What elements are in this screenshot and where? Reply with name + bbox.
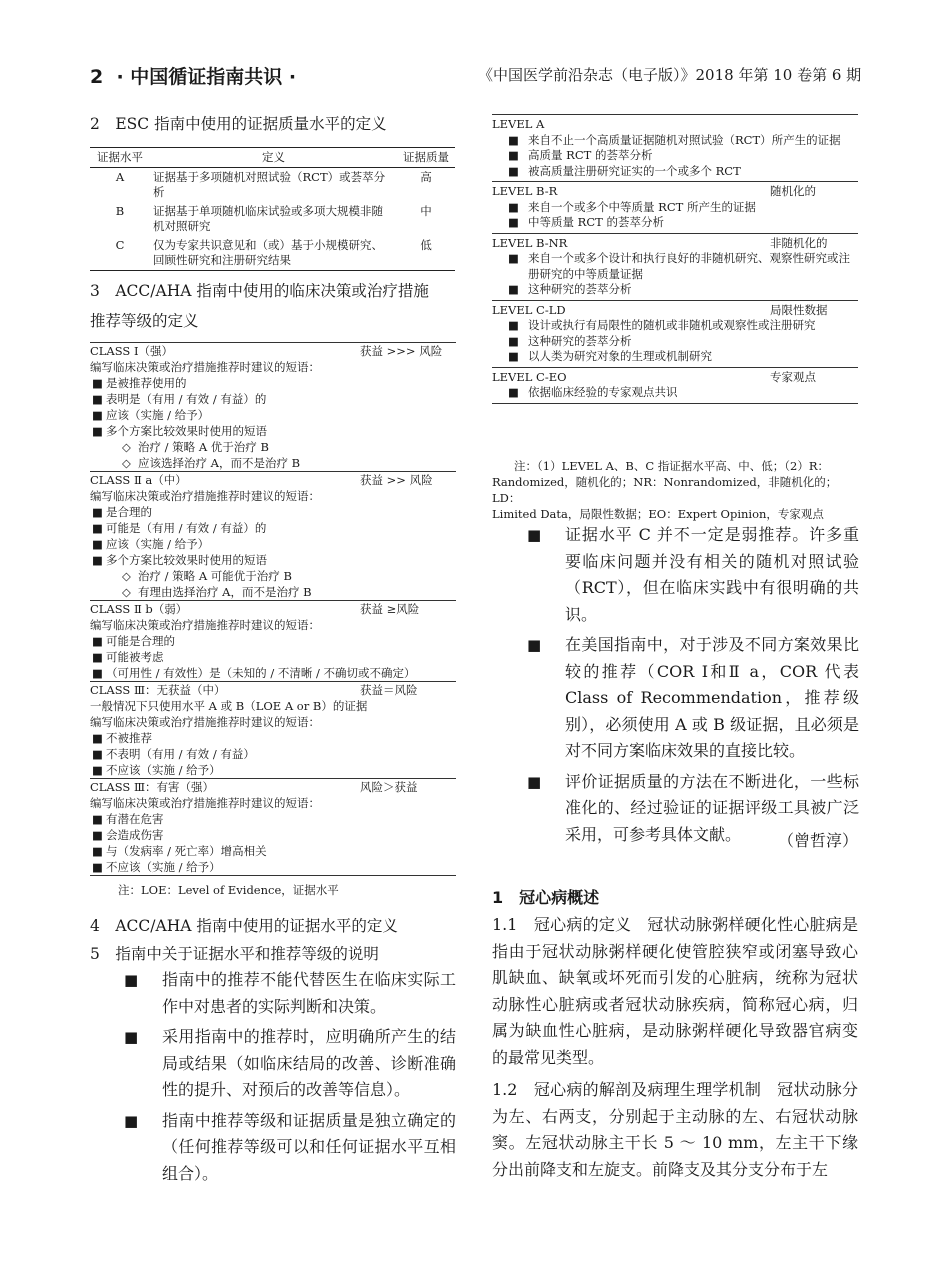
- square-bullet-icon: ■: [92, 860, 103, 874]
- levels-note-line: Limited Data，局限性数据；EO：Expert Opinion，专家观点: [492, 507, 824, 521]
- square-bullet-icon: ■: [92, 553, 103, 567]
- list-item: [90, 746, 456, 762]
- list-item-text: 有潜在危害: [106, 812, 164, 826]
- list-item: [90, 407, 456, 423]
- square-bullet-icon: ■: [92, 747, 103, 761]
- list-item-text: 不应该（实施 / 给予）: [106, 763, 221, 777]
- level-header: [492, 300, 858, 319]
- class-block: [90, 471, 456, 600]
- list-item: [90, 520, 456, 536]
- list-item: [90, 536, 456, 552]
- list-item-text: 来自一个或多个设计和执行良好的非随机研究、观察性研究或注册研究的中等质量证据: [528, 251, 850, 281]
- list-item: [90, 504, 456, 520]
- class-line: 编写临床决策或治疗措施推荐时建议的短语：: [90, 489, 320, 503]
- level-tag: 随机化的: [770, 184, 816, 198]
- table-bottom-rule: [492, 403, 858, 404]
- definition-cell: 仅为专家共识意见和（或）基于小规模研究、回顾性研究和注册研究结果: [150, 236, 397, 271]
- list-item: [90, 859, 456, 875]
- list-item-text: 应该（实施 / 给予）: [106, 537, 210, 551]
- list-item-text: 可能是（有用 / 有效 / 有益）的: [106, 521, 267, 535]
- journal-citation: 《中国医学前沿杂志（电子版）》2018 年第 10 卷第 6 期: [478, 66, 862, 84]
- class-header: [90, 681, 456, 698]
- square-bullet-icon: ■: [124, 971, 139, 989]
- square-bullet-icon: ■: [508, 163, 519, 178]
- benefit-risk-ratio: 获益＝风险: [360, 683, 418, 697]
- list-item: [492, 148, 858, 164]
- table-bottom-rule: [90, 875, 456, 876]
- list-item: [90, 730, 456, 746]
- evidence-level-cell: B: [115, 204, 125, 218]
- chapter1-para2: [492, 1077, 858, 1183]
- square-bullet-icon: ■: [92, 763, 103, 777]
- list-item: [527, 632, 859, 765]
- level-block: [492, 233, 858, 298]
- level-block: [492, 114, 858, 179]
- section4-title: 4 ACC/AHA 指南中使用的证据水平的定义: [90, 917, 398, 935]
- section2-title: 2 ESC 指南中使用的证据质量水平的定义: [90, 115, 387, 133]
- list-item-text: 有理由选择治疗 A，而不是治疗 B: [138, 585, 312, 599]
- level-tag: 局限性数据: [770, 302, 828, 317]
- list-item: [90, 827, 456, 843]
- list-item: [90, 439, 456, 455]
- evidence-level-cell: A: [115, 170, 125, 184]
- class-block: [90, 342, 456, 471]
- chapter1-title: 1 冠心病概述: [492, 888, 600, 907]
- table-row: [90, 236, 455, 271]
- list-item-text: 评价证据质量的方法在不断进化，一些标准化的、经过验证的证据评级工具被广泛采用，可参考具体文献。: [565, 771, 859, 844]
- class-block: [90, 600, 456, 681]
- list-item: [492, 385, 858, 401]
- levels-note-line: Randomized，随机化的；NR：Nonrandomized，非随机化的；LD：: [492, 475, 838, 505]
- square-bullet-icon: ■: [527, 636, 542, 654]
- list-item: [527, 522, 859, 628]
- section5-list: [124, 967, 456, 1191]
- class-name: CLASS Ⅰ（强）: [90, 344, 173, 358]
- square-bullet-icon: ■: [124, 1111, 139, 1130]
- benefit-risk-ratio: 获益 >> 风险: [360, 473, 433, 487]
- right-bullet-list: [527, 522, 859, 852]
- diamond-bullet-icon: ◇: [122, 569, 131, 583]
- list-item: [124, 1108, 456, 1188]
- class-block: [90, 681, 456, 778]
- list-item-text: 会造成伤害: [106, 828, 164, 842]
- benefit-risk-ratio: 获益 >>> 风险: [360, 344, 443, 358]
- diamond-bullet-icon: ◇: [122, 456, 131, 470]
- level-name: LEVEL B-R: [492, 184, 558, 198]
- list-item-text: 是合理的: [106, 505, 152, 519]
- list-item-text: 设计或执行有局限性的随机或非随机或观察性或注册研究: [528, 318, 816, 332]
- square-bullet-icon: ■: [92, 731, 103, 745]
- level-block: [492, 367, 858, 401]
- diamond-bullet-icon: ◇: [122, 585, 131, 599]
- square-bullet-icon: ■: [92, 376, 103, 390]
- list-item-text: 证据水平 C 并不一定是弱推荐。许多重要临床问题并没有相关的随机对照试验（RCT），但在临床实践中有很明确的共识。: [565, 525, 859, 624]
- level-tag: [770, 117, 858, 133]
- evidence-level-cell: C: [90, 236, 150, 271]
- square-bullet-icon: ■: [92, 828, 103, 842]
- square-bullet-icon: ■: [92, 537, 103, 551]
- section3-title: [90, 276, 429, 336]
- square-bullet-icon: ■: [92, 392, 103, 406]
- section3-title-line: 推荐等级的定义: [90, 312, 199, 330]
- table-header-row: [90, 148, 455, 168]
- list-item: [492, 164, 858, 180]
- list-item-text: 表明是（有用 / 有效 / 有益）的: [106, 392, 267, 406]
- list-item: [90, 455, 456, 471]
- definition-cell: 证据基于单项随机临床试验或多项大规模非随机对照研究: [153, 204, 383, 233]
- list-item: [90, 762, 456, 778]
- benefit-risk-ratio: 获益 ≥风险: [360, 602, 420, 616]
- evidence-level-table: [492, 114, 858, 404]
- square-bullet-icon: ■: [508, 215, 519, 229]
- list-item-text: 治疗 / 策略 A 可能优于治疗 B: [138, 569, 292, 583]
- square-bullet-icon: ■: [92, 634, 103, 648]
- level-tag: 专家观点: [770, 369, 816, 384]
- class-header: [90, 342, 456, 359]
- square-bullet-icon: ■: [508, 132, 519, 147]
- running-header-left: [90, 62, 296, 89]
- level-name: LEVEL C-EO: [492, 369, 567, 384]
- square-bullet-icon: ■: [92, 408, 103, 422]
- page-number: 2: [90, 66, 104, 88]
- table-header: 证据水平: [90, 148, 150, 168]
- list-item: [90, 811, 456, 827]
- list-item-text: 采用指南中的推荐时，应明确所产生的结局或结果（如临床结局的改善、诊断准确性的提升、对预后的改善等信息）。: [162, 1027, 456, 1099]
- list-item: [492, 282, 858, 298]
- list-item: [492, 215, 858, 231]
- para1-heading: 1.1 冠心病的定义: [492, 915, 632, 934]
- list-item-text: 以人类为研究对象的生理或机制研究: [528, 349, 712, 363]
- list-item-text: 不被推荐: [106, 731, 152, 745]
- class-name: CLASS Ⅲ：无获益（中）: [90, 683, 226, 697]
- square-bullet-icon: ■: [92, 650, 103, 664]
- level-name: LEVEL B-NR: [492, 235, 568, 250]
- square-bullet-icon: ■: [508, 148, 519, 162]
- chapter1-para1: [492, 912, 858, 1071]
- list-item: [492, 251, 858, 282]
- table-header: 证据质量: [397, 148, 455, 168]
- list-item-text: 与（发病率 / 死亡率）增高相关: [106, 844, 267, 858]
- list-item: [492, 334, 858, 350]
- list-item-text: 可能是合理的: [106, 634, 175, 648]
- square-bullet-icon: ■: [92, 812, 103, 826]
- list-item-text: 这种研究的荟萃分析: [528, 333, 632, 348]
- list-item-text: 不应该（实施 / 给予）: [106, 860, 221, 874]
- class-name: CLASS Ⅲ：有害（强）: [90, 780, 215, 794]
- list-item: [492, 349, 858, 365]
- list-item-text: 中等质量 RCT 的荟萃分析: [528, 215, 664, 229]
- list-item: [90, 584, 456, 600]
- para2-text: 冠状动脉分为左、右两支，分别起于主动脉的左、右冠状动脉窦。左冠状动脉主干长 5 ～ 10 mm，左主干下缘分出前降支和左旋支。前降支及其分支分布于左: [492, 1080, 858, 1179]
- list-item-text: 应该（实施 / 给予）: [106, 408, 210, 422]
- list-item: [492, 318, 858, 334]
- diamond-bullet-icon: ◇: [122, 440, 131, 454]
- list-item-text: 指南中推荐等级和证据质量是独立确定的（任何推荐等级可以和任何证据水平互相组合）。: [162, 1110, 456, 1183]
- class-name: CLASS Ⅱ b（弱）: [90, 602, 188, 616]
- quality-cell: 高: [420, 170, 432, 184]
- square-bullet-icon: ■: [527, 526, 542, 544]
- square-bullet-icon: ■: [92, 505, 103, 519]
- list-item: [492, 200, 858, 216]
- list-item: [90, 375, 456, 391]
- section5-title: 5 指南中关于证据水平和推荐等级的说明: [90, 945, 379, 963]
- acc-aha-class-table: [90, 342, 456, 876]
- list-item-text: 多个方案比较效果时使用的短语: [106, 553, 267, 567]
- level-name: LEVEL C-LD: [492, 302, 566, 317]
- list-item-text: 在美国指南中，对于涉及不同方案效果比较的推荐（COR Ⅰ和Ⅱ a，COR 代表 Class of Recommendation，推荐级别），必须使用 A 或 B 级证据，且必须是对不同方案临床效果的直接比较。: [565, 635, 859, 760]
- square-bullet-icon: ■: [92, 521, 103, 535]
- list-item-text: 应该选择治疗 A，而不是治疗 B: [138, 456, 301, 470]
- square-bullet-icon: ■: [124, 1028, 139, 1046]
- list-item-text: 依据临床经验的专家观点共识: [528, 385, 678, 399]
- square-bullet-icon: ■: [508, 333, 519, 348]
- list-item: [90, 843, 456, 859]
- table-row: [90, 168, 455, 203]
- list-item: [90, 391, 456, 407]
- square-bullet-icon: ■: [92, 844, 103, 858]
- level-name: LEVEL A: [492, 117, 545, 131]
- square-bullet-icon: ■: [508, 251, 519, 265]
- list-item: [492, 133, 858, 149]
- list-item-text: 可能被考虑: [106, 650, 164, 664]
- class-name: CLASS Ⅱ a（中）: [90, 473, 187, 487]
- list-item-text: 这种研究的荟萃分析: [528, 282, 632, 296]
- level-header: [492, 233, 858, 252]
- class-line: 编写临床决策或治疗措施推荐时建议的短语：: [90, 715, 320, 729]
- quality-cell: 低: [397, 236, 455, 271]
- list-item-text: 是被推荐使用的: [106, 376, 187, 390]
- class-block: [90, 778, 456, 875]
- list-item-text: 来自一个或多个中等质量 RCT 所产生的证据: [528, 199, 756, 214]
- class-header: [90, 600, 456, 617]
- list-item: [90, 568, 456, 584]
- esc-evidence-table: [90, 147, 455, 271]
- level-tag: 非随机化的: [770, 235, 828, 250]
- list-item: [124, 967, 456, 1020]
- list-item-text: 指南中的推荐不能代替医生在临床实际工作中对患者的实际判断和决策。: [162, 970, 456, 1016]
- square-bullet-icon: ■: [508, 282, 519, 296]
- list-item: [90, 552, 456, 568]
- para2-heading: 1.2 冠心病的解剖及病理生理学机制: [492, 1080, 762, 1099]
- square-bullet-icon: ■: [527, 772, 542, 791]
- levels-note: [492, 458, 858, 522]
- level-block: [492, 300, 858, 365]
- class-line: 编写临床决策或治疗措施推荐时建议的短语：: [90, 360, 320, 374]
- quality-cell: 中: [420, 204, 432, 218]
- class-line: 编写临床决策或治疗措施推荐时建议的短语：: [90, 618, 320, 632]
- list-item: [90, 649, 456, 665]
- square-bullet-icon: ■: [92, 424, 103, 438]
- list-item: [90, 633, 456, 649]
- table-header: 定义: [150, 148, 397, 168]
- table-row: [90, 202, 455, 236]
- para1-text: 冠状动脉粥样硬化性心脏病是指由于冠状动脉粥样硬化使管腔狭窄或闭塞导致心肌缺血、缺氧或坏死而引发的心脏病，统称为冠状动脉性心脏病或者冠状动脉疾病，简称冠心病，归属为缺血性心脏病，是动脉粥样硬化导致器官病变的最常见类型。: [492, 915, 858, 1067]
- list-item-text: 治疗 / 策略 A 优于治疗 B: [138, 440, 269, 454]
- list-item-text: 来自不止一个高质量证据随机对照试验（RCT）所产生的证据: [528, 132, 841, 147]
- list-item: [90, 665, 456, 681]
- class-header: [90, 778, 456, 795]
- list-item-text: 不表明（有用 / 有效 / 有益）: [106, 747, 255, 761]
- square-bullet-icon: ■: [92, 666, 103, 680]
- level-header: [492, 114, 858, 133]
- class-line: 编写临床决策或治疗措施推荐时建议的短语：: [90, 796, 320, 810]
- list-item: [90, 423, 456, 439]
- square-bullet-icon: ■: [508, 199, 519, 214]
- journal-series: · 中国循证指南共识 ·: [116, 66, 297, 88]
- class-line: 一般情况下只使用水平 A 或 B（LOE A or B）的证据: [90, 699, 368, 713]
- definition-cell: 证据基于多项随机对照试验（RCT）或荟萃分析: [153, 170, 386, 199]
- list-item: [124, 1024, 456, 1104]
- levels-note-line: 注：（1）LEVEL A、B、C 指证据水平高、中、低；（2）R：: [514, 459, 830, 473]
- level-header: [492, 367, 858, 386]
- list-item-text: 高质量 RCT 的荟萃分析: [528, 148, 653, 162]
- list-item-text: 多个方案比较效果时使用的短语: [106, 424, 267, 438]
- benefit-risk-ratio: 风险＞获益: [360, 780, 418, 794]
- class-header: [90, 471, 456, 488]
- level-header: [492, 181, 858, 200]
- author-signature: （曾哲淳）: [777, 831, 858, 850]
- class-table-note: 注：LOE：Level of Evidence，证据水平: [118, 883, 339, 897]
- square-bullet-icon: ■: [508, 318, 519, 332]
- list-item-text: （可用性 / 有效性）是（未知的 / 不清晰 / 不确切或不确定）: [106, 666, 416, 680]
- level-block: [492, 181, 858, 231]
- square-bullet-icon: ■: [508, 385, 519, 399]
- section3-title-line: 3 ACC/AHA 指南中使用的临床决策或治疗措施: [90, 282, 429, 300]
- square-bullet-icon: ■: [508, 349, 519, 363]
- list-item-text: 被高质量注册研究证实的一个或多个 RCT: [528, 163, 741, 178]
